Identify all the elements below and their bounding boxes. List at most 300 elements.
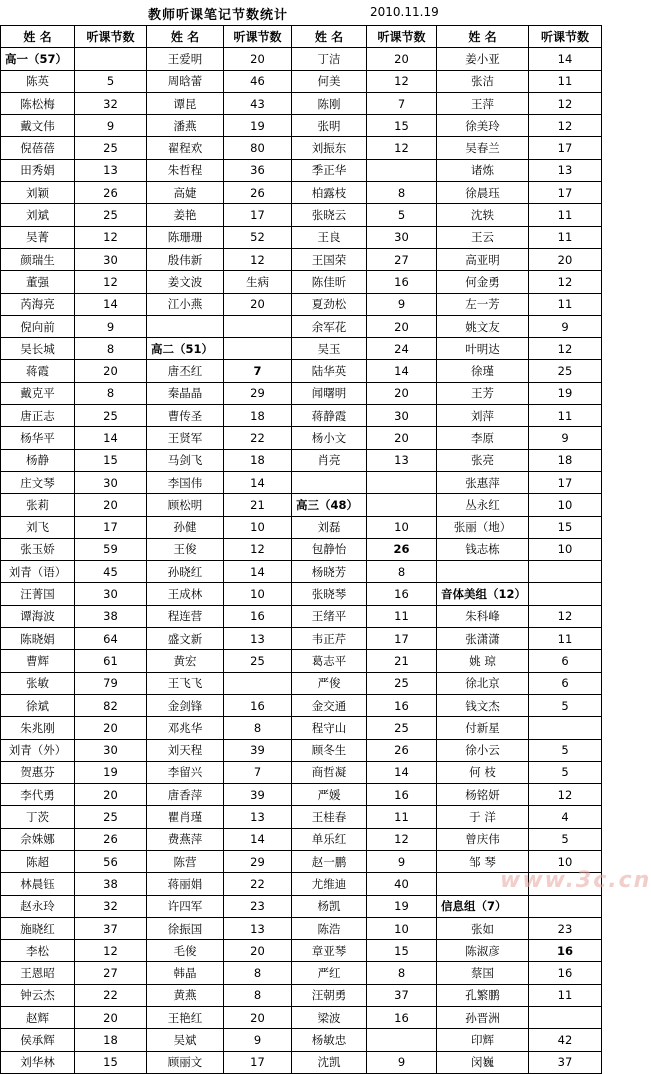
lesson-count-cell: 9: [367, 1051, 437, 1073]
lesson-count-cell: 26: [75, 182, 147, 204]
teacher-name-cell: 张惠萍: [437, 471, 529, 493]
table-row: [1, 828, 602, 850]
teacher-name-cell: 张莉: [1, 494, 75, 516]
teacher-name-cell: 庄文琴: [1, 471, 75, 493]
table-row: [1, 159, 602, 181]
teacher-name-cell: 王俊: [147, 538, 224, 560]
lesson-count-cell: 12: [224, 248, 292, 270]
teacher-name-cell: 张晓琴: [292, 583, 367, 605]
teacher-name-cell: 黄宏: [147, 650, 224, 672]
lesson-count-cell: 5: [529, 739, 602, 761]
teacher-name-cell: 张洁: [437, 70, 529, 92]
teacher-name-cell: 杨敏忠: [292, 1029, 367, 1051]
lesson-count-cell: 11: [529, 226, 602, 248]
lesson-count-cell: 12: [529, 605, 602, 627]
teacher-name-cell: 田秀娟: [1, 159, 75, 181]
teacher-name-cell: 何 枝: [437, 761, 529, 783]
lesson-count-cell: [224, 315, 292, 337]
lesson-count-cell: 25: [75, 806, 147, 828]
lesson-count-cell: 11: [529, 405, 602, 427]
lesson-count-cell: 15: [75, 449, 147, 471]
lesson-count-cell: 12: [529, 271, 602, 293]
lesson-count-cell: 12: [75, 271, 147, 293]
lesson-count-cell: 39: [224, 784, 292, 806]
lesson-count-cell: 20: [367, 427, 437, 449]
teacher-name-cell: 刘华林: [1, 1051, 75, 1073]
lesson-count-cell: 9: [529, 427, 602, 449]
lesson-count-cell: 17: [367, 628, 437, 650]
teacher-name-cell: 王国荣: [292, 248, 367, 270]
teacher-name-cell: 徐北京: [437, 672, 529, 694]
teacher-name-cell: 钟云杰: [1, 984, 75, 1006]
lesson-count-cell: 27: [367, 248, 437, 270]
teacher-name-cell: 王贤军: [147, 427, 224, 449]
lesson-count-cell: 18: [224, 449, 292, 471]
teacher-name-cell: 蒋静霞: [292, 405, 367, 427]
teacher-name-cell: 周晗蕾: [147, 70, 224, 92]
lesson-count-cell: 15: [367, 940, 437, 962]
lesson-count-cell: 52: [224, 226, 292, 248]
teacher-name-cell: 施晓红: [1, 917, 75, 939]
teacher-name-cell: 贺惠芬: [1, 761, 75, 783]
table-row: [1, 338, 602, 360]
teacher-name-cell: 唐香萍: [147, 784, 224, 806]
teacher-name-cell: 姜小亚: [437, 48, 529, 70]
group-heading: 信息组（7）: [437, 895, 529, 917]
teacher-name-cell: 姜文波: [147, 271, 224, 293]
lesson-count-cell: 20: [75, 494, 147, 516]
lesson-count-cell: 13: [367, 449, 437, 471]
teacher-name-cell: 钱志栋: [437, 538, 529, 560]
teacher-name-cell: 张潇潇: [437, 628, 529, 650]
header-row: [1, 26, 602, 48]
teacher-name-cell: 汪朝勇: [292, 984, 367, 1006]
teacher-name-cell: 张玉娇: [1, 538, 75, 560]
lesson-count-cell: 37: [75, 917, 147, 939]
teacher-name-cell: 赵永玲: [1, 895, 75, 917]
lesson-count-cell: 59: [75, 538, 147, 560]
lesson-count-cell: 8: [367, 962, 437, 984]
lesson-count-cell: 23: [224, 895, 292, 917]
count-column-header: 听课节数: [367, 26, 437, 48]
lesson-count-cell: 21: [224, 494, 292, 516]
lesson-count-cell: 7: [224, 360, 292, 382]
group-heading: 高二（51）: [147, 338, 224, 360]
teacher-name-cell: 肖亮: [292, 449, 367, 471]
lesson-count-cell: 19: [529, 382, 602, 404]
teacher-name-cell: 王芳: [437, 382, 529, 404]
lesson-count-cell: 14: [367, 360, 437, 382]
lesson-count-cell: 27: [75, 962, 147, 984]
table-row: [1, 583, 602, 605]
teacher-name-cell: 程连营: [147, 605, 224, 627]
teacher-name-cell: 顾丽文: [147, 1051, 224, 1073]
teacher-name-cell: 侯承辉: [1, 1029, 75, 1051]
teacher-name-cell: 倪向前: [1, 315, 75, 337]
lesson-count-cell: 25: [75, 137, 147, 159]
table-row: [1, 248, 602, 270]
lesson-count-cell: 17: [224, 204, 292, 226]
table-row: [1, 694, 602, 716]
teacher-name-cell: 邓兆华: [147, 717, 224, 739]
lesson-count-cell: 9: [75, 315, 147, 337]
teacher-name-cell: 顾松明: [147, 494, 224, 516]
lesson-count-cell: 16: [367, 583, 437, 605]
teacher-name-cell: 徐小云: [437, 739, 529, 761]
table-row: [1, 1007, 602, 1029]
lesson-count-cell: 22: [224, 873, 292, 895]
lesson-count-cell: 5: [367, 204, 437, 226]
teacher-name-cell: 张如: [437, 917, 529, 939]
teacher-name-cell: 杨晓芳: [292, 561, 367, 583]
lesson-count-cell: 8: [75, 338, 147, 360]
lesson-count-cell: 10: [367, 917, 437, 939]
teacher-name-cell: [147, 315, 224, 337]
lesson-count-cell: 9: [367, 293, 437, 315]
teacher-name-cell: 谭海波: [1, 605, 75, 627]
group-heading: 高三（48）: [292, 494, 367, 516]
teacher-name-cell: 韩晶: [147, 962, 224, 984]
lesson-count-cell: 22: [75, 984, 147, 1006]
lesson-count-cell: 25: [224, 650, 292, 672]
teacher-name-cell: 谭昆: [147, 92, 224, 114]
teacher-name-cell: 陈英: [1, 70, 75, 92]
teacher-name-cell: 杨静: [1, 449, 75, 471]
lesson-count-cell: [367, 1029, 437, 1051]
teacher-name-cell: 林晨钰: [1, 873, 75, 895]
lesson-count-cell: 79: [75, 672, 147, 694]
teacher-name-cell: 佘姝娜: [1, 828, 75, 850]
lesson-count-cell: 6: [529, 650, 602, 672]
teacher-name-cell: 陈超: [1, 850, 75, 872]
lesson-count-cell: 9: [75, 115, 147, 137]
teacher-name-cell: 吴玉: [292, 338, 367, 360]
lesson-count-cell: 29: [224, 382, 292, 404]
lesson-count-cell: 37: [529, 1051, 602, 1073]
lesson-count-cell: 12: [224, 538, 292, 560]
lesson-count-cell: 13: [224, 628, 292, 650]
lesson-count-cell: 37: [367, 984, 437, 1006]
teacher-name-cell: 刘天程: [147, 739, 224, 761]
table-row: [1, 561, 602, 583]
lesson-count-cell: 14: [529, 48, 602, 70]
teacher-name-cell: 王飞飞: [147, 672, 224, 694]
teacher-name-cell: 倪蓓蓓: [1, 137, 75, 159]
table-row: [1, 895, 602, 917]
lesson-count-cell: 32: [75, 895, 147, 917]
table-row: [1, 717, 602, 739]
table-row: [1, 940, 602, 962]
teacher-name-cell: 诸炼: [437, 159, 529, 181]
lesson-count-cell: 20: [529, 248, 602, 270]
table-row: [1, 360, 602, 382]
teacher-name-cell: 梁波: [292, 1007, 367, 1029]
lesson-count-cell: 30: [75, 471, 147, 493]
lesson-count-cell: 20: [224, 48, 292, 70]
lesson-count-cell: 8: [224, 717, 292, 739]
lesson-count-cell: 39: [224, 739, 292, 761]
table-row: [1, 628, 602, 650]
lesson-count-cell: 4: [529, 806, 602, 828]
table-row: [1, 739, 602, 761]
lesson-count-cell: 9: [367, 850, 437, 872]
teacher-name-cell: 戴克平: [1, 382, 75, 404]
teacher-name-cell: 杨铭妍: [437, 784, 529, 806]
lesson-count-cell: 22: [224, 427, 292, 449]
lesson-count-cell: 38: [75, 873, 147, 895]
lesson-count-cell: 46: [224, 70, 292, 92]
lesson-count-cell: 12: [529, 92, 602, 114]
teacher-name-cell: 颜瑞生: [1, 248, 75, 270]
lesson-count-cell: 14: [224, 471, 292, 493]
teacher-name-cell: 刘萍: [437, 405, 529, 427]
lesson-count-cell: 15: [367, 115, 437, 137]
teacher-name-cell: 商哲凝: [292, 761, 367, 783]
lesson-count-cell: 25: [529, 360, 602, 382]
teacher-name-cell: 单乐红: [292, 828, 367, 850]
teacher-name-cell: 左一芳: [437, 293, 529, 315]
table-row: [1, 115, 602, 137]
teacher-name-cell: 赵辉: [1, 1007, 75, 1029]
teacher-name-cell: 邹 琴: [437, 850, 529, 872]
teacher-name-cell: [292, 471, 367, 493]
teacher-name-cell: 李留兴: [147, 761, 224, 783]
teacher-name-cell: 包静怡: [292, 538, 367, 560]
lesson-count-cell: 20: [75, 1007, 147, 1029]
lesson-count-cell: 16: [367, 694, 437, 716]
table-row: [1, 405, 602, 427]
lesson-count-cell: 8: [367, 182, 437, 204]
lesson-count-cell: 20: [224, 1007, 292, 1029]
teacher-name-cell: 李代勇: [1, 784, 75, 806]
teacher-name-cell: 董强: [1, 271, 75, 293]
teacher-name-cell: 姚 琼: [437, 650, 529, 672]
teacher-name-cell: 王恩昭: [1, 962, 75, 984]
teacher-name-cell: 刘斌: [1, 204, 75, 226]
table-row: [1, 494, 602, 516]
teacher-name-cell: 金交通: [292, 694, 367, 716]
teacher-name-cell: 曾庆伟: [437, 828, 529, 850]
teacher-name-cell: 丁茨: [1, 806, 75, 828]
teacher-name-cell: 王桂春: [292, 806, 367, 828]
teacher-name-cell: 夏劲松: [292, 293, 367, 315]
teacher-name-cell: 李松: [1, 940, 75, 962]
lesson-count-cell: 32: [75, 92, 147, 114]
teacher-name-cell: 王成林: [147, 583, 224, 605]
lesson-count-cell: [529, 895, 602, 917]
teacher-name-cell: 陆华英: [292, 360, 367, 382]
lesson-count-cell: 42: [529, 1029, 602, 1051]
count-column-header: 听课节数: [529, 26, 602, 48]
table-row: [1, 92, 602, 114]
lesson-count-cell: 13: [224, 806, 292, 828]
table-row: [1, 70, 602, 92]
lesson-count-cell: 16: [224, 694, 292, 716]
teacher-name-cell: 王云: [437, 226, 529, 248]
table-row: [1, 538, 602, 560]
lesson-count-cell: [529, 1007, 602, 1029]
teacher-name-cell: 刘颖: [1, 182, 75, 204]
name-column-header: 姓 名: [292, 26, 367, 48]
teacher-name-cell: 陈淑彦: [437, 940, 529, 962]
lesson-count-cell: 29: [224, 850, 292, 872]
teacher-name-cell: 张明: [292, 115, 367, 137]
lesson-count-cell: 生病: [224, 271, 292, 293]
teacher-name-cell: 费燕萍: [147, 828, 224, 850]
lesson-count-cell: 11: [529, 293, 602, 315]
lesson-count-cell: 24: [367, 338, 437, 360]
teacher-name-cell: 孔繁鹏: [437, 984, 529, 1006]
table-row: [1, 427, 602, 449]
teacher-name-cell: 顾冬生: [292, 739, 367, 761]
teacher-name-cell: 王艳红: [147, 1007, 224, 1029]
teacher-name-cell: 季正华: [292, 159, 367, 181]
lesson-count-cell: 12: [75, 226, 147, 248]
lesson-count-cell: 82: [75, 694, 147, 716]
lesson-count-cell: 10: [224, 583, 292, 605]
table-row: [1, 761, 602, 783]
name-column-header: 姓 名: [147, 26, 224, 48]
lesson-count-cell: 12: [529, 115, 602, 137]
lesson-count-cell: 80: [224, 137, 292, 159]
teacher-name-cell: 严俊: [292, 672, 367, 694]
group-heading: 音体美组（12）: [437, 583, 529, 605]
lesson-count-cell: 11: [529, 70, 602, 92]
lesson-count-cell: 36: [224, 159, 292, 181]
teacher-name-cell: 徐斌: [1, 694, 75, 716]
teacher-name-cell: 韦正芹: [292, 628, 367, 650]
table-row: [1, 917, 602, 939]
lesson-count-cell: [529, 583, 602, 605]
teacher-name-cell: 陈松梅: [1, 92, 75, 114]
teacher-name-cell: 秦晶晶: [147, 382, 224, 404]
lesson-count-cell: 14: [224, 561, 292, 583]
table-row: [1, 1051, 602, 1073]
teacher-name-cell: 许四军: [147, 895, 224, 917]
lesson-count-cell: [367, 471, 437, 493]
lesson-count-cell: [75, 48, 147, 70]
lesson-count-cell: 17: [529, 137, 602, 159]
lesson-count-cell: 43: [224, 92, 292, 114]
teacher-name-cell: 于 洋: [437, 806, 529, 828]
lesson-count-cell: 30: [367, 405, 437, 427]
teacher-name-cell: 高亚明: [437, 248, 529, 270]
teacher-name-cell: 毛俊: [147, 940, 224, 962]
teacher-name-cell: 张亮: [437, 449, 529, 471]
lesson-count-cell: 5: [529, 761, 602, 783]
lesson-count-cell: 30: [75, 248, 147, 270]
teacher-name-cell: 付新星: [437, 717, 529, 739]
teacher-name-cell: 孙晋洲: [437, 1007, 529, 1029]
table-row: [1, 984, 602, 1006]
lesson-count-cell: 25: [75, 204, 147, 226]
table-row: [1, 204, 602, 226]
teacher-name-cell: 张敏: [1, 672, 75, 694]
lesson-count-cell: 5: [529, 694, 602, 716]
table-row: [1, 784, 602, 806]
teacher-name-cell: 徐美玲: [437, 115, 529, 137]
lesson-count-cell: 14: [75, 293, 147, 315]
teacher-name-cell: 丁洁: [292, 48, 367, 70]
lesson-count-cell: 13: [529, 159, 602, 181]
lesson-count-cell: 10: [529, 494, 602, 516]
lesson-count-cell: 15: [75, 1051, 147, 1073]
table-row: [1, 449, 602, 471]
count-column-header: 听课节数: [75, 26, 147, 48]
lesson-count-cell: 10: [224, 516, 292, 538]
lesson-count-cell: 16: [367, 784, 437, 806]
teacher-name-cell: 严媛: [292, 784, 367, 806]
teacher-name-cell: 蒋霞: [1, 360, 75, 382]
teacher-name-cell: 刘振东: [292, 137, 367, 159]
lesson-count-cell: 20: [224, 293, 292, 315]
teacher-name-cell: 潘燕: [147, 115, 224, 137]
lesson-count-cell: 8: [224, 962, 292, 984]
table-row: [1, 315, 602, 337]
lesson-count-cell: 16: [529, 962, 602, 984]
lesson-count-cell: 17: [529, 182, 602, 204]
page-title: 教师听课笔记节数统计: [148, 8, 289, 23]
teacher-name-cell: 朱科峰: [437, 605, 529, 627]
lesson-count-cell: 9: [529, 315, 602, 337]
lesson-count-cell: 25: [367, 717, 437, 739]
lesson-count-cell: 17: [529, 471, 602, 493]
teacher-name-cell: 程守山: [292, 717, 367, 739]
count-column-header: 听课节数: [224, 26, 292, 48]
lesson-count-cell: 16: [224, 605, 292, 627]
lesson-count-cell: 16: [367, 271, 437, 293]
lesson-count-cell: 11: [529, 984, 602, 1006]
teacher-name-cell: 姜艳: [147, 204, 224, 226]
lesson-count-cell: 14: [75, 427, 147, 449]
teacher-name-cell: 张丽（地）: [437, 516, 529, 538]
teacher-name-cell: 李国伟: [147, 471, 224, 493]
teacher-name-cell: 刘青（语）: [1, 561, 75, 583]
teacher-name-cell: 吴斌: [147, 1029, 224, 1051]
teacher-name-cell: 唐正志: [1, 405, 75, 427]
teacher-name-cell: 吴长城: [1, 338, 75, 360]
lesson-count-cell: 19: [367, 895, 437, 917]
lesson-count-cell: 23: [529, 917, 602, 939]
teacher-name-cell: 蒋丽娟: [147, 873, 224, 895]
lesson-count-cell: 38: [75, 605, 147, 627]
lesson-count-cell: [367, 159, 437, 181]
lesson-count-cell: 8: [367, 561, 437, 583]
lesson-count-cell: 15: [529, 516, 602, 538]
lesson-count-cell: 45: [75, 561, 147, 583]
group-heading: 高一（57）: [1, 48, 75, 70]
teacher-name-cell: 徐振国: [147, 917, 224, 939]
lesson-count-cell: 25: [367, 672, 437, 694]
teacher-name-cell: 瞿肖瑾: [147, 806, 224, 828]
table-row: [1, 271, 602, 293]
table-row: [1, 182, 602, 204]
teacher-name-cell: 沈凯: [292, 1051, 367, 1073]
lesson-count-cell: 12: [75, 940, 147, 962]
lesson-count-cell: 40: [367, 873, 437, 895]
lesson-count-cell: 5: [75, 70, 147, 92]
teacher-name-cell: 闵巍: [437, 1051, 529, 1073]
lesson-count-cell: 56: [75, 850, 147, 872]
teacher-name-cell: 孙健: [147, 516, 224, 538]
lesson-count-cell: 21: [367, 650, 437, 672]
lesson-count-cell: 5: [529, 828, 602, 850]
teacher-name-cell: 朱哲程: [147, 159, 224, 181]
teacher-name-cell: 陈浩: [292, 917, 367, 939]
lesson-count-cell: 11: [367, 806, 437, 828]
teacher-name-cell: 盛文新: [147, 628, 224, 650]
lesson-count-cell: 18: [75, 1029, 147, 1051]
